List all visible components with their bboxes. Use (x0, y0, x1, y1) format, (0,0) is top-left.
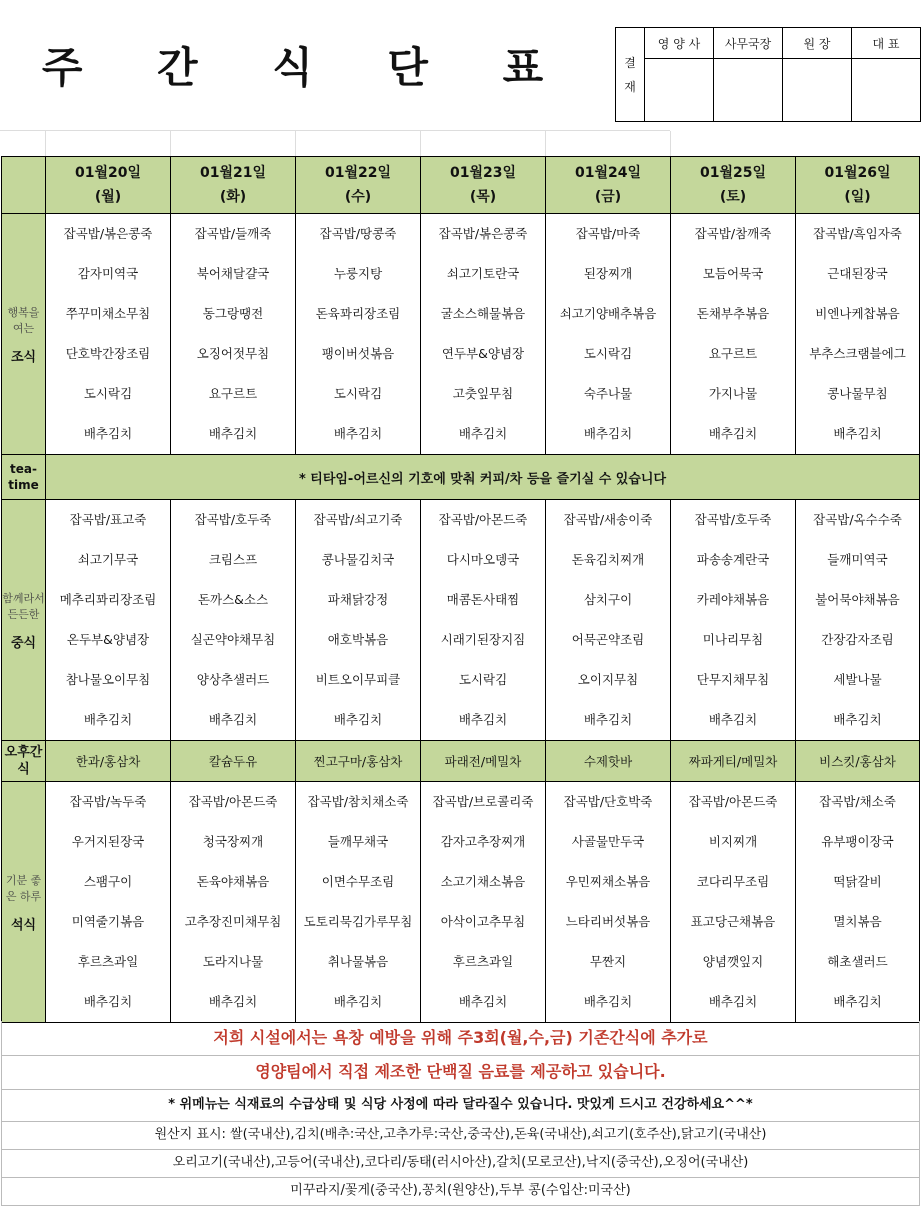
origin-line-3: 미꾸라지/꽃게(중국산),꽁치(원양산),두부 콩(수입산:미국산) (1, 1177, 920, 1206)
approval-role: 대 표 (852, 28, 921, 59)
menu-item: 세발나물 (833, 672, 882, 687)
menu-item: 양념깻잎지 (702, 954, 764, 969)
menu-item: 파채닭강정 (327, 592, 389, 607)
menu-item: 도시락김 (458, 672, 508, 687)
menu-cell (546, 782, 671, 1023)
menu-cell (171, 214, 296, 455)
menu-item: 청국장찌개 (202, 834, 264, 849)
menu-item: 배추김치 (708, 426, 758, 441)
menu-item: 동그랑땡전 (202, 306, 264, 321)
menu-item: 비엔나케찹볶음 (815, 306, 900, 321)
menu-item: 잡곡밥/단호박죽 (563, 794, 653, 809)
menu-item: 배추김치 (583, 426, 633, 441)
meal-subtitle: 행복을 여는 (7, 305, 40, 335)
menu-item: 배추김치 (83, 994, 133, 1009)
menu-item: 배추김치 (333, 994, 383, 1009)
menu-item: 도토리묵김가루무침 (303, 914, 413, 929)
menu-item: 잡곡밥/아몬드죽 (438, 512, 528, 527)
menu-item: 카레야채볶음 (696, 592, 770, 607)
date-label: 01월25일 (699, 165, 766, 181)
menu-cell (296, 214, 421, 455)
menu-item: 배추김치 (708, 994, 758, 1009)
menu-item: 미나리무침 (702, 632, 764, 647)
menu-item: 소고기채소볶음 (440, 874, 526, 889)
spreadsheet-gridlines (0, 130, 670, 157)
menu-item: 어묵곤약조림 (571, 632, 645, 647)
meal-title: 석식 (10, 917, 37, 933)
meal-title: 조식 (10, 349, 37, 365)
menu-item: 도시락김 (83, 386, 133, 401)
menu-item: 시래기된장지짐 (440, 632, 526, 647)
menu-item: 잡곡밥/쇠고기죽 (313, 512, 403, 527)
menu-item: 배추김치 (583, 994, 633, 1009)
snack-cell: 파래전/메밀차 (421, 741, 546, 782)
snack-label-text: 오후간식 (4, 745, 43, 777)
snack-cell: 수제핫바 (546, 741, 671, 782)
day-header (671, 157, 796, 214)
menu-item: 배추김치 (458, 426, 508, 441)
approval-sign-cell (852, 59, 921, 122)
menu-item: 애호박볶음 (327, 632, 389, 647)
meal-subtitle: 함께라서 든든한 (2, 591, 45, 621)
menu-cell (421, 782, 546, 1023)
menu-item: 잡곡밥/채소죽 (819, 794, 896, 809)
menu-item: 쇠고기토란국 (446, 266, 520, 281)
protein-notice-line1: 저희 시설에서는 욕창 예방을 위해 주3회(월,수,금) 기존간식에 추가로 (1, 1021, 920, 1056)
menu-item: 사골물만두국 (571, 834, 645, 849)
menu-change-notice: * 위메뉴는 식재료의 수급상태 및 식당 사정에 따라 달라질수 있습니다. 맛있게 드시고 건강하세요^^* (1, 1089, 920, 1122)
snack-cell: 짜파게티/메밀차 (671, 741, 796, 782)
menu-item: 코다리무조림 (696, 874, 770, 889)
menu-item: 잡곡밥/아몬드죽 (688, 794, 778, 809)
weekday-label: (수) (344, 189, 372, 205)
menu-item: 잡곡밥/땅콩죽 (319, 226, 397, 241)
day-header (421, 157, 546, 214)
approval-box (615, 27, 921, 122)
date-label: 01월22일 (324, 165, 391, 181)
menu-item: 잡곡밥/참깨죽 (694, 226, 772, 241)
menu-item: 된장찌개 (583, 266, 633, 281)
menu-item: 들깨무채국 (327, 834, 389, 849)
approval-role: 영 양 사 (645, 28, 714, 59)
weekday-label: (월) (94, 189, 122, 205)
menu-item: 표고당근채볶음 (690, 914, 776, 929)
menu-item: 콩나물김치국 (321, 552, 395, 567)
date-label: 01월23일 (449, 165, 516, 181)
menu-cell (796, 782, 920, 1023)
weekday-label: (금) (594, 189, 622, 205)
day-header (296, 157, 421, 214)
meal-subtitle: 기분 좋은 하루 (5, 873, 42, 903)
menu-item: 도시락김 (583, 346, 633, 361)
menu-item: 이면수무조림 (321, 874, 395, 889)
menu-item: 요구르트 (708, 346, 758, 361)
menu-item: 배추김치 (708, 712, 758, 727)
snack-cell: 찐고구마/홍삼차 (296, 741, 421, 782)
snack-cell: 한과/홍삼차 (46, 741, 171, 782)
origin-line-1: 원산지 표시: 쌀(국내산),김치(배추:국산,고추가루:국산,중국산),돈육(국내산),쇠고기(호주산),닭고기(국내산) (1, 1121, 920, 1150)
menu-item: 매콤돈사태찜 (446, 592, 520, 607)
menu-item: 무짠지 (589, 954, 627, 969)
menu-item: 오징어젓무침 (196, 346, 270, 361)
menu-item: 참나물오이무침 (65, 672, 151, 687)
menu-item: 고추장진미채무침 (184, 914, 282, 929)
menu-item: 잡곡밥/새송이죽 (563, 512, 653, 527)
menu-cell (671, 214, 796, 455)
menu-item: 감자미역국 (77, 266, 139, 281)
teatime-label: tea-time (2, 455, 46, 500)
menu-item: 멸치볶음 (833, 914, 882, 929)
menu-item: 팽이버섯볶음 (321, 346, 395, 361)
menu-item: 아삭이고추무침 (440, 914, 526, 929)
menu-item: 떡닭갈비 (833, 874, 882, 889)
menu-item: 배추김치 (833, 426, 882, 441)
menu-item: 쇠고기무국 (77, 552, 139, 567)
menu-item: 들깨미역국 (827, 552, 888, 567)
menu-item: 연두부&양념장 (441, 346, 525, 361)
weekly-menu-table (1, 156, 920, 1023)
teatime-row (2, 455, 920, 500)
menu-item: 북어채달걀국 (196, 266, 270, 281)
menu-item: 잡곡밥/호두죽 (694, 512, 772, 527)
approval-sign-cell (714, 59, 783, 122)
menu-item: 고춧잎무침 (452, 386, 514, 401)
menu-item: 느타리버섯볶음 (565, 914, 651, 929)
approval-sign-cell (783, 59, 852, 122)
menu-item: 우거지된장국 (71, 834, 145, 849)
approval-role: 원 장 (783, 28, 852, 59)
menu-item: 잡곡밥/참치채소죽 (307, 794, 409, 809)
dinner-row (2, 782, 920, 1023)
menu-item: 잡곡밥/호두죽 (194, 512, 272, 527)
menu-item: 콩나물무침 (827, 386, 888, 401)
menu-item: 잡곡밥/마죽 (575, 226, 641, 241)
day-header (546, 157, 671, 214)
menu-item: 돈채부추볶음 (696, 306, 770, 321)
approval-sign-cell (645, 59, 714, 122)
weekday-label: (화) (219, 189, 247, 205)
page-title: 주 간 식 단 표 (41, 43, 574, 92)
menu-item: 메추리꽈리장조림 (59, 592, 157, 607)
day-header (171, 157, 296, 214)
menu-item: 배추김치 (83, 426, 133, 441)
menu-item: 비트오이무피클 (315, 672, 401, 687)
menu-item: 쭈꾸미채소무침 (65, 306, 151, 321)
menu-item: 감자고추장찌개 (440, 834, 526, 849)
approval-role: 사무국장 (714, 28, 783, 59)
approval-label: 결 재 (616, 28, 645, 122)
menu-item: 누룽지탕 (333, 266, 383, 281)
snack-label (2, 741, 46, 782)
date-header-row (2, 157, 920, 214)
menu-item: 배추김치 (333, 712, 383, 727)
menu-item: 잡곡밥/볶은콩죽 (63, 226, 153, 241)
lunch-row (2, 500, 920, 741)
menu-item: 도시락김 (333, 386, 383, 401)
day-header (796, 157, 920, 214)
menu-item: 잡곡밥/녹두죽 (69, 794, 147, 809)
menu-item: 취나물볶음 (327, 954, 389, 969)
menu-item: 근대된장국 (827, 266, 888, 281)
menu-item: 해초샐러드 (827, 954, 888, 969)
menu-item: 부추스크램블에그 (809, 346, 906, 361)
menu-cell (421, 500, 546, 741)
menu-item: 단무지채무침 (696, 672, 770, 687)
menu-item: 모듬어묵국 (702, 266, 764, 281)
menu-item: 양상추샐러드 (196, 672, 270, 687)
date-label: 01월20일 (74, 165, 141, 181)
snack-cell: 비스킷/홍삼차 (796, 741, 920, 782)
menu-item: 실곤약야채무침 (190, 632, 276, 647)
menu-item: 후르츠과일 (452, 954, 514, 969)
menu-item: 잡곡밥/볶은콩죽 (438, 226, 528, 241)
menu-cell (171, 782, 296, 1023)
menu-cell (546, 214, 671, 455)
meal-title: 중식 (10, 635, 37, 651)
corner-cell (2, 157, 46, 214)
origin-line-2: 오리고기(국내산),고등어(국내산),코다리/동태(러시아산),갈치(모로코산),낙지(중국산),오징어(국내산) (1, 1149, 920, 1178)
menu-item: 스팸구이 (83, 874, 133, 889)
menu-item: 후르츠과일 (77, 954, 139, 969)
menu-item: 배추김치 (458, 994, 508, 1009)
menu-item: 온두부&양념장 (66, 632, 150, 647)
meal-label-dinner (2, 782, 46, 1023)
menu-item: 오이지무침 (577, 672, 639, 687)
weekday-label: (목) (469, 189, 497, 205)
menu-item: 가지나물 (708, 386, 758, 401)
menu-cell (546, 500, 671, 741)
menu-item: 잡곡밥/흑임자죽 (813, 226, 902, 241)
menu-cell (296, 782, 421, 1023)
menu-item: 불어묵야채볶음 (815, 592, 900, 607)
menu-cell (296, 500, 421, 741)
snack-cell: 칼슘두유 (171, 741, 296, 782)
menu-item: 비지찌개 (708, 834, 758, 849)
menu-item: 우민찌채소볶음 (565, 874, 651, 889)
menu-cell (671, 782, 796, 1023)
weekday-label: (일) (844, 189, 871, 205)
menu-cell (796, 500, 920, 741)
teatime-text: * 티타임-어르신의 기호에 맞춰 커피/차 등을 즐기실 수 있습니다 (46, 455, 920, 500)
menu-item: 굴소스해물볶음 (440, 306, 526, 321)
menu-item: 잡곡밥/브로콜리죽 (432, 794, 534, 809)
menu-item: 요구르트 (208, 386, 258, 401)
menu-item: 잡곡밥/옥수수죽 (813, 512, 902, 527)
menu-item: 간장감자조림 (821, 632, 894, 647)
meal-label-breakfast (2, 214, 46, 455)
menu-item: 크림스프 (208, 552, 258, 567)
menu-item: 돈까스&소스 (197, 592, 269, 607)
menu-item: 도라지나물 (202, 954, 264, 969)
menu-cell (421, 214, 546, 455)
menu-item: 배추김치 (333, 426, 383, 441)
menu-item: 잡곡밥/들깨죽 (194, 226, 272, 241)
menu-item: 배추김치 (583, 712, 633, 727)
protein-notice-line2: 영양팀에서 직접 제조한 단백질 음료를 제공하고 있습니다. (1, 1055, 920, 1090)
menu-item: 단호박간장조림 (65, 346, 151, 361)
menu-item: 미역줄기볶음 (71, 914, 145, 929)
day-header (46, 157, 171, 214)
weekday-label: (토) (719, 189, 747, 205)
menu-item: 파송송계란국 (696, 552, 770, 567)
breakfast-row (2, 214, 920, 455)
menu-item: 배추김치 (83, 712, 133, 727)
date-label: 01월24일 (574, 165, 641, 181)
menu-item: 유부팽이장국 (821, 834, 894, 849)
date-label: 01월21일 (199, 165, 266, 181)
menu-item: 잡곡밥/아몬드죽 (188, 794, 278, 809)
menu-item: 배추김치 (208, 712, 258, 727)
menu-item: 돈육김치찌개 (571, 552, 645, 567)
menu-item: 배추김치 (208, 994, 258, 1009)
menu-cell (796, 214, 920, 455)
menu-cell (46, 214, 171, 455)
menu-item: 돈육야채볶음 (196, 874, 270, 889)
menu-item: 숙주나물 (583, 386, 633, 401)
menu-cell (171, 500, 296, 741)
menu-cell (671, 500, 796, 741)
menu-item: 쇠고기양배추볶음 (559, 306, 657, 321)
menu-cell (46, 500, 171, 741)
menu-cell (46, 782, 171, 1023)
menu-item: 다시마오뎅국 (446, 552, 520, 567)
meal-label-lunch (2, 500, 46, 741)
menu-item: 삼치구이 (583, 592, 633, 607)
menu-item: 배추김치 (458, 712, 508, 727)
menu-item: 배추김치 (833, 712, 882, 727)
snack-row (2, 741, 920, 782)
menu-item: 잡곡밥/표고죽 (69, 512, 147, 527)
menu-item: 배추김치 (833, 994, 882, 1009)
menu-item: 돈육꽈리장조림 (315, 306, 401, 321)
menu-item: 배추김치 (208, 426, 258, 441)
date-label: 01월26일 (824, 165, 891, 181)
